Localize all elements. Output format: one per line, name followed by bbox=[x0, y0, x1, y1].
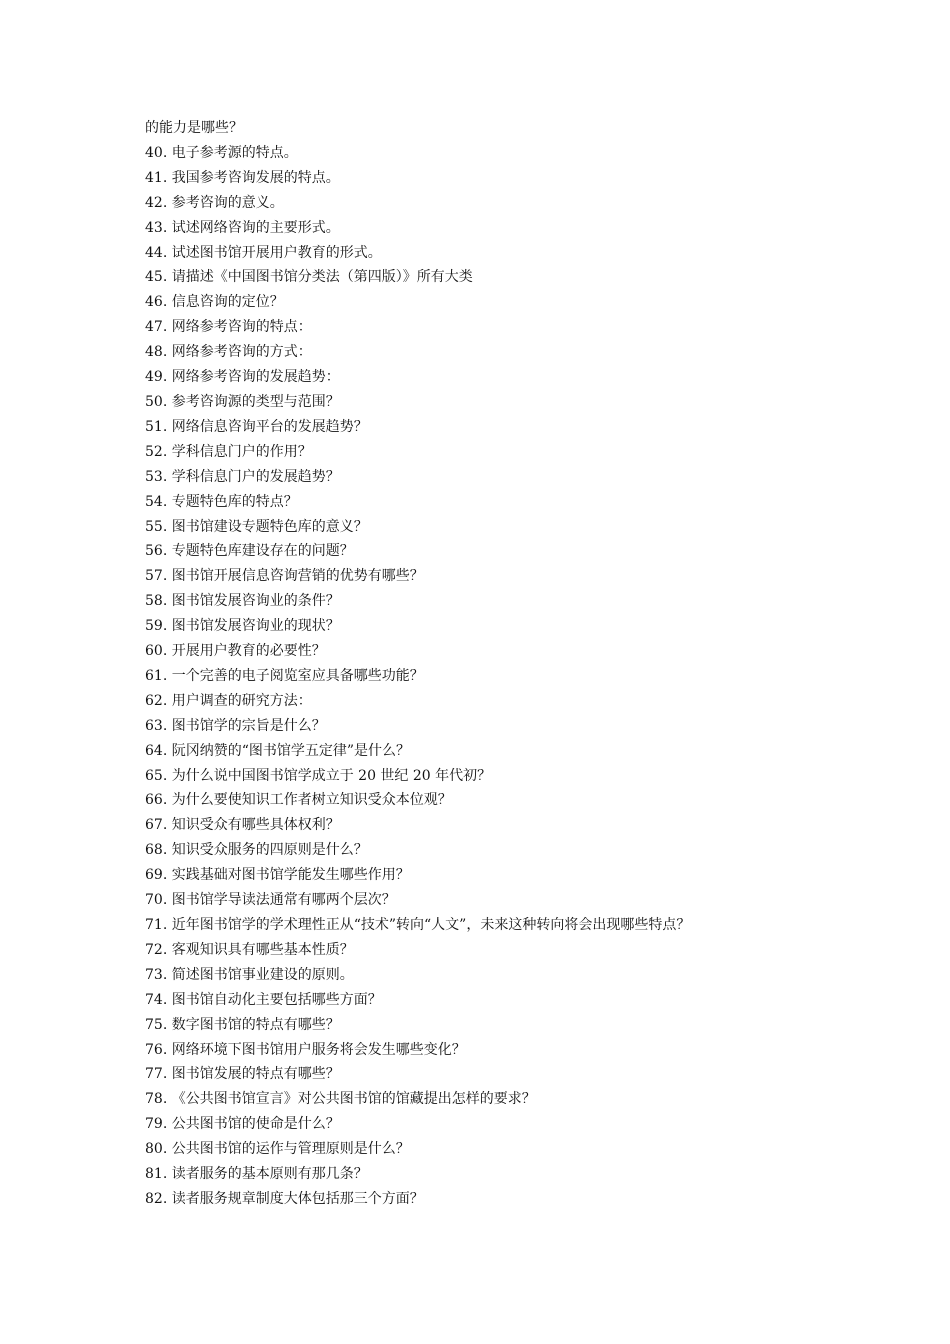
question-line: 77. 图书馆发展的特点有哪些？ bbox=[145, 1066, 340, 1083]
question-line: 53. 学科信息门户的发展趋势？ bbox=[145, 468, 340, 485]
question-line: 73. 简述图书馆事业建设的原则。 bbox=[145, 966, 354, 983]
question-line: 78. 《公共图书馆宣言》对公共图书馆的馆藏提出怎样的要求？ bbox=[145, 1091, 536, 1108]
question-line: 69. 实践基础对图书馆学能发生哪些作用？ bbox=[145, 867, 410, 884]
question-line: 51. 网络信息咨询平台的发展趋势？ bbox=[145, 418, 368, 435]
question-line: 68. 知识受众服务的四原则是什么？ bbox=[145, 842, 368, 859]
question-line: 44. 试述图书馆开展用户教育的形式。 bbox=[145, 244, 382, 261]
question-line: 60. 开展用户教育的必要性？ bbox=[145, 643, 326, 660]
question-line: 76. 网络环境下图书馆用户服务将会发生哪些变化？ bbox=[145, 1041, 466, 1058]
question-line: 49. 网络参考咨询的发展趋势： bbox=[145, 369, 340, 386]
question-line: 的能力是哪些？ bbox=[145, 120, 243, 136]
question-line: 62. 用户调查的研究方法： bbox=[145, 692, 312, 709]
question-line: 59. 图书馆发展咨询业的现状？ bbox=[145, 618, 340, 635]
question-line: 54. 专题特色库的特点？ bbox=[145, 493, 298, 510]
question-line: 64. 阮冈纳赞的“图书馆学五定律”是什么？ bbox=[145, 742, 411, 759]
question-line: 65. 为什么说中国图书馆学成立于 20 世纪 20 年代初？ bbox=[145, 767, 492, 784]
question-line: 81. 读者服务的基本原则有那几条？ bbox=[145, 1166, 368, 1183]
question-line: 40. 电子参考源的特点。 bbox=[145, 144, 298, 161]
question-line: 71. 近年图书馆学的学术理性正从“技术”转向“人文”，未来这种转向将会出现哪些特点？ bbox=[145, 917, 691, 933]
question-line: 50. 参考咨询源的类型与范围？ bbox=[145, 393, 340, 410]
question-line: 61. 一个完善的电子阅览室应具备哪些功能？ bbox=[145, 667, 424, 684]
question-line: 58. 图书馆发展咨询业的条件？ bbox=[145, 593, 340, 610]
question-line: 46. 信息咨询的定位？ bbox=[145, 294, 284, 311]
question-line: 48. 网络参考咨询的方式： bbox=[145, 344, 312, 361]
question-line: 67. 知识受众有哪些具体权利？ bbox=[145, 817, 340, 834]
question-line: 79. 公共图书馆的使命是什么？ bbox=[145, 1116, 340, 1133]
question-line: 72. 客观知识具有哪些基本性质？ bbox=[145, 941, 354, 958]
question-line: 43. 试述网络咨询的主要形式。 bbox=[145, 219, 340, 236]
question-line: 56. 专题特色库建设存在的问题？ bbox=[145, 543, 354, 560]
question-line: 70. 图书馆学导读法通常有哪两个层次？ bbox=[145, 892, 396, 909]
question-line: 41. 我国参考咨询发展的特点。 bbox=[145, 169, 340, 186]
question-line: 57. 图书馆开展信息咨询营销的优势有哪些？ bbox=[145, 568, 424, 585]
question-line: 45. 请描述《中国图书馆分类法（第四版）》所有大类 bbox=[145, 269, 473, 286]
question-line: 75. 数字图书馆的特点有哪些？ bbox=[145, 1016, 340, 1033]
question-line: 82. 读者服务规章制度大体包括那三个方面？ bbox=[145, 1190, 424, 1207]
document-page bbox=[145, 116, 925, 1212]
question-line: 74. 图书馆自动化主要包括哪些方面？ bbox=[145, 991, 382, 1008]
question-line: 66. 为什么要使知识工作者树立知识受众本位观？ bbox=[145, 792, 452, 809]
question-line: 80. 公共图书馆的运作与管理原则是什么？ bbox=[145, 1141, 410, 1158]
question-line: 63. 图书馆学的宗旨是什么？ bbox=[145, 717, 326, 734]
question-line: 52. 学科信息门户的作用？ bbox=[145, 443, 312, 460]
question-line: 55. 图书馆建设专题特色库的意义？ bbox=[145, 518, 368, 535]
question-line: 42. 参考咨询的意义。 bbox=[145, 194, 284, 211]
question-line: 47. 网络参考咨询的特点： bbox=[145, 319, 312, 336]
